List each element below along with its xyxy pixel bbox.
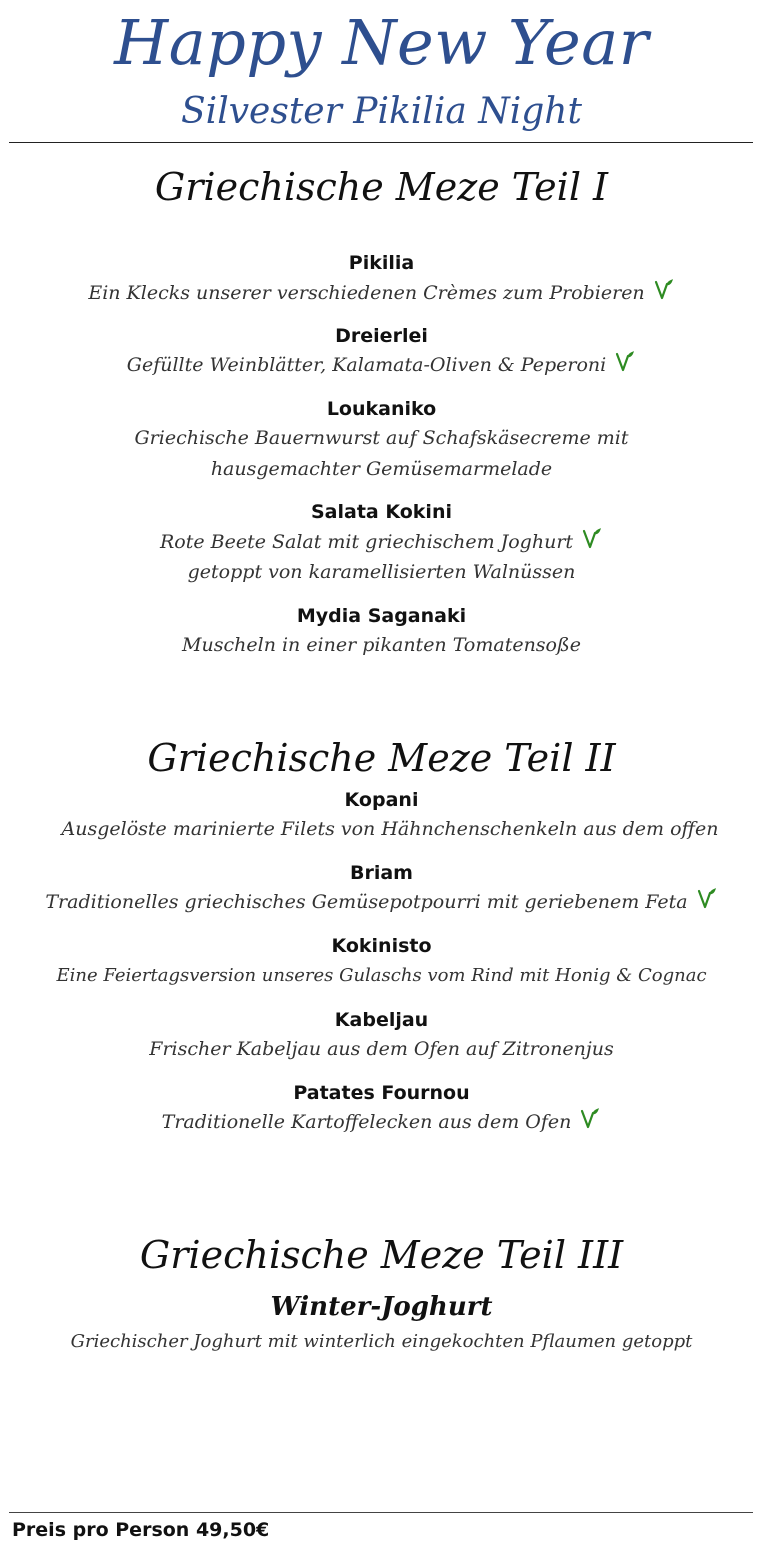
dish-description: Griechischer Joghurt mit winterlich eingekochten Pflaumen getoppt <box>70 1331 693 1352</box>
dish-name: Patates Fournou <box>293 1082 470 1104</box>
dish-description: Rote Beete Salat mit griechischem Joghurt <box>0 527 763 557</box>
dish-name: Kokinisto <box>331 935 432 957</box>
dish-description: Traditionelles griechisches Gemüsepotpourri mit geriebenem Feta <box>0 887 763 917</box>
dish-name: Mydia Saganaki <box>296 605 467 627</box>
dish-description: Traditionelle Kartoffelecken aus dem Ofen <box>0 1107 763 1137</box>
dish-name: Pikilia <box>348 252 415 274</box>
vegetarian-leaf-icon <box>614 350 636 374</box>
dish-description: Ausgelöste marinierte Filets von Hähnchenschenkeln aus dem offen <box>61 818 719 840</box>
section-title-3: Griechische Meze Teil III <box>139 1233 624 1277</box>
page-subtitle: Silvester Pikilia Night <box>181 91 582 132</box>
dish-name: Kopani <box>344 789 419 811</box>
vegetarian-leaf-icon <box>579 1107 601 1131</box>
dish-description: Ein Klecks unserer verschiedenen Crèmes zum Probieren <box>0 278 763 308</box>
vegetarian-leaf-icon <box>653 278 675 302</box>
vegetarian-leaf-icon <box>581 527 603 551</box>
dish-description: Griechische Bauernwurst auf Schafskäsecreme mit <box>134 427 629 449</box>
dish-name: Kabeljau <box>334 1009 429 1031</box>
dish-description: getoppt von karamellisierten Walnüssen <box>187 561 576 583</box>
dish-description: Muscheln in einer pikanten Tomatensoße <box>182 634 581 656</box>
dish-description: hausgemachter Gemüsemarmelade <box>210 458 553 480</box>
section-title-1: Griechische Meze Teil I <box>154 165 609 209</box>
section-title-2: Griechische Meze Teil II <box>147 736 616 780</box>
dish-description: Frischer Kabeljau aus dem Ofen auf Zitronenjus <box>149 1038 614 1060</box>
dish-name: Winter-Joghurt <box>270 1292 493 1322</box>
vegetarian-leaf-icon <box>696 887 718 911</box>
page-title: Happy New Year <box>114 6 649 79</box>
dish-description: Eine Feiertagsversion unseres Gulaschs vom Rind mit Honig & Cognac <box>56 965 707 986</box>
dish-description: Gefüllte Weinblätter, Kalamata-Oliven & Peperoni <box>0 350 763 380</box>
footer-divider <box>9 1512 753 1513</box>
dish-name: Loukaniko <box>326 398 437 420</box>
dish-name: Salata Kokini <box>311 501 452 523</box>
dish-name: Briam <box>350 862 413 884</box>
dish-name: Dreierlei <box>335 325 428 347</box>
price-per-person: Preis pro Person 49,50€ <box>12 1519 270 1541</box>
header-divider <box>9 142 753 143</box>
